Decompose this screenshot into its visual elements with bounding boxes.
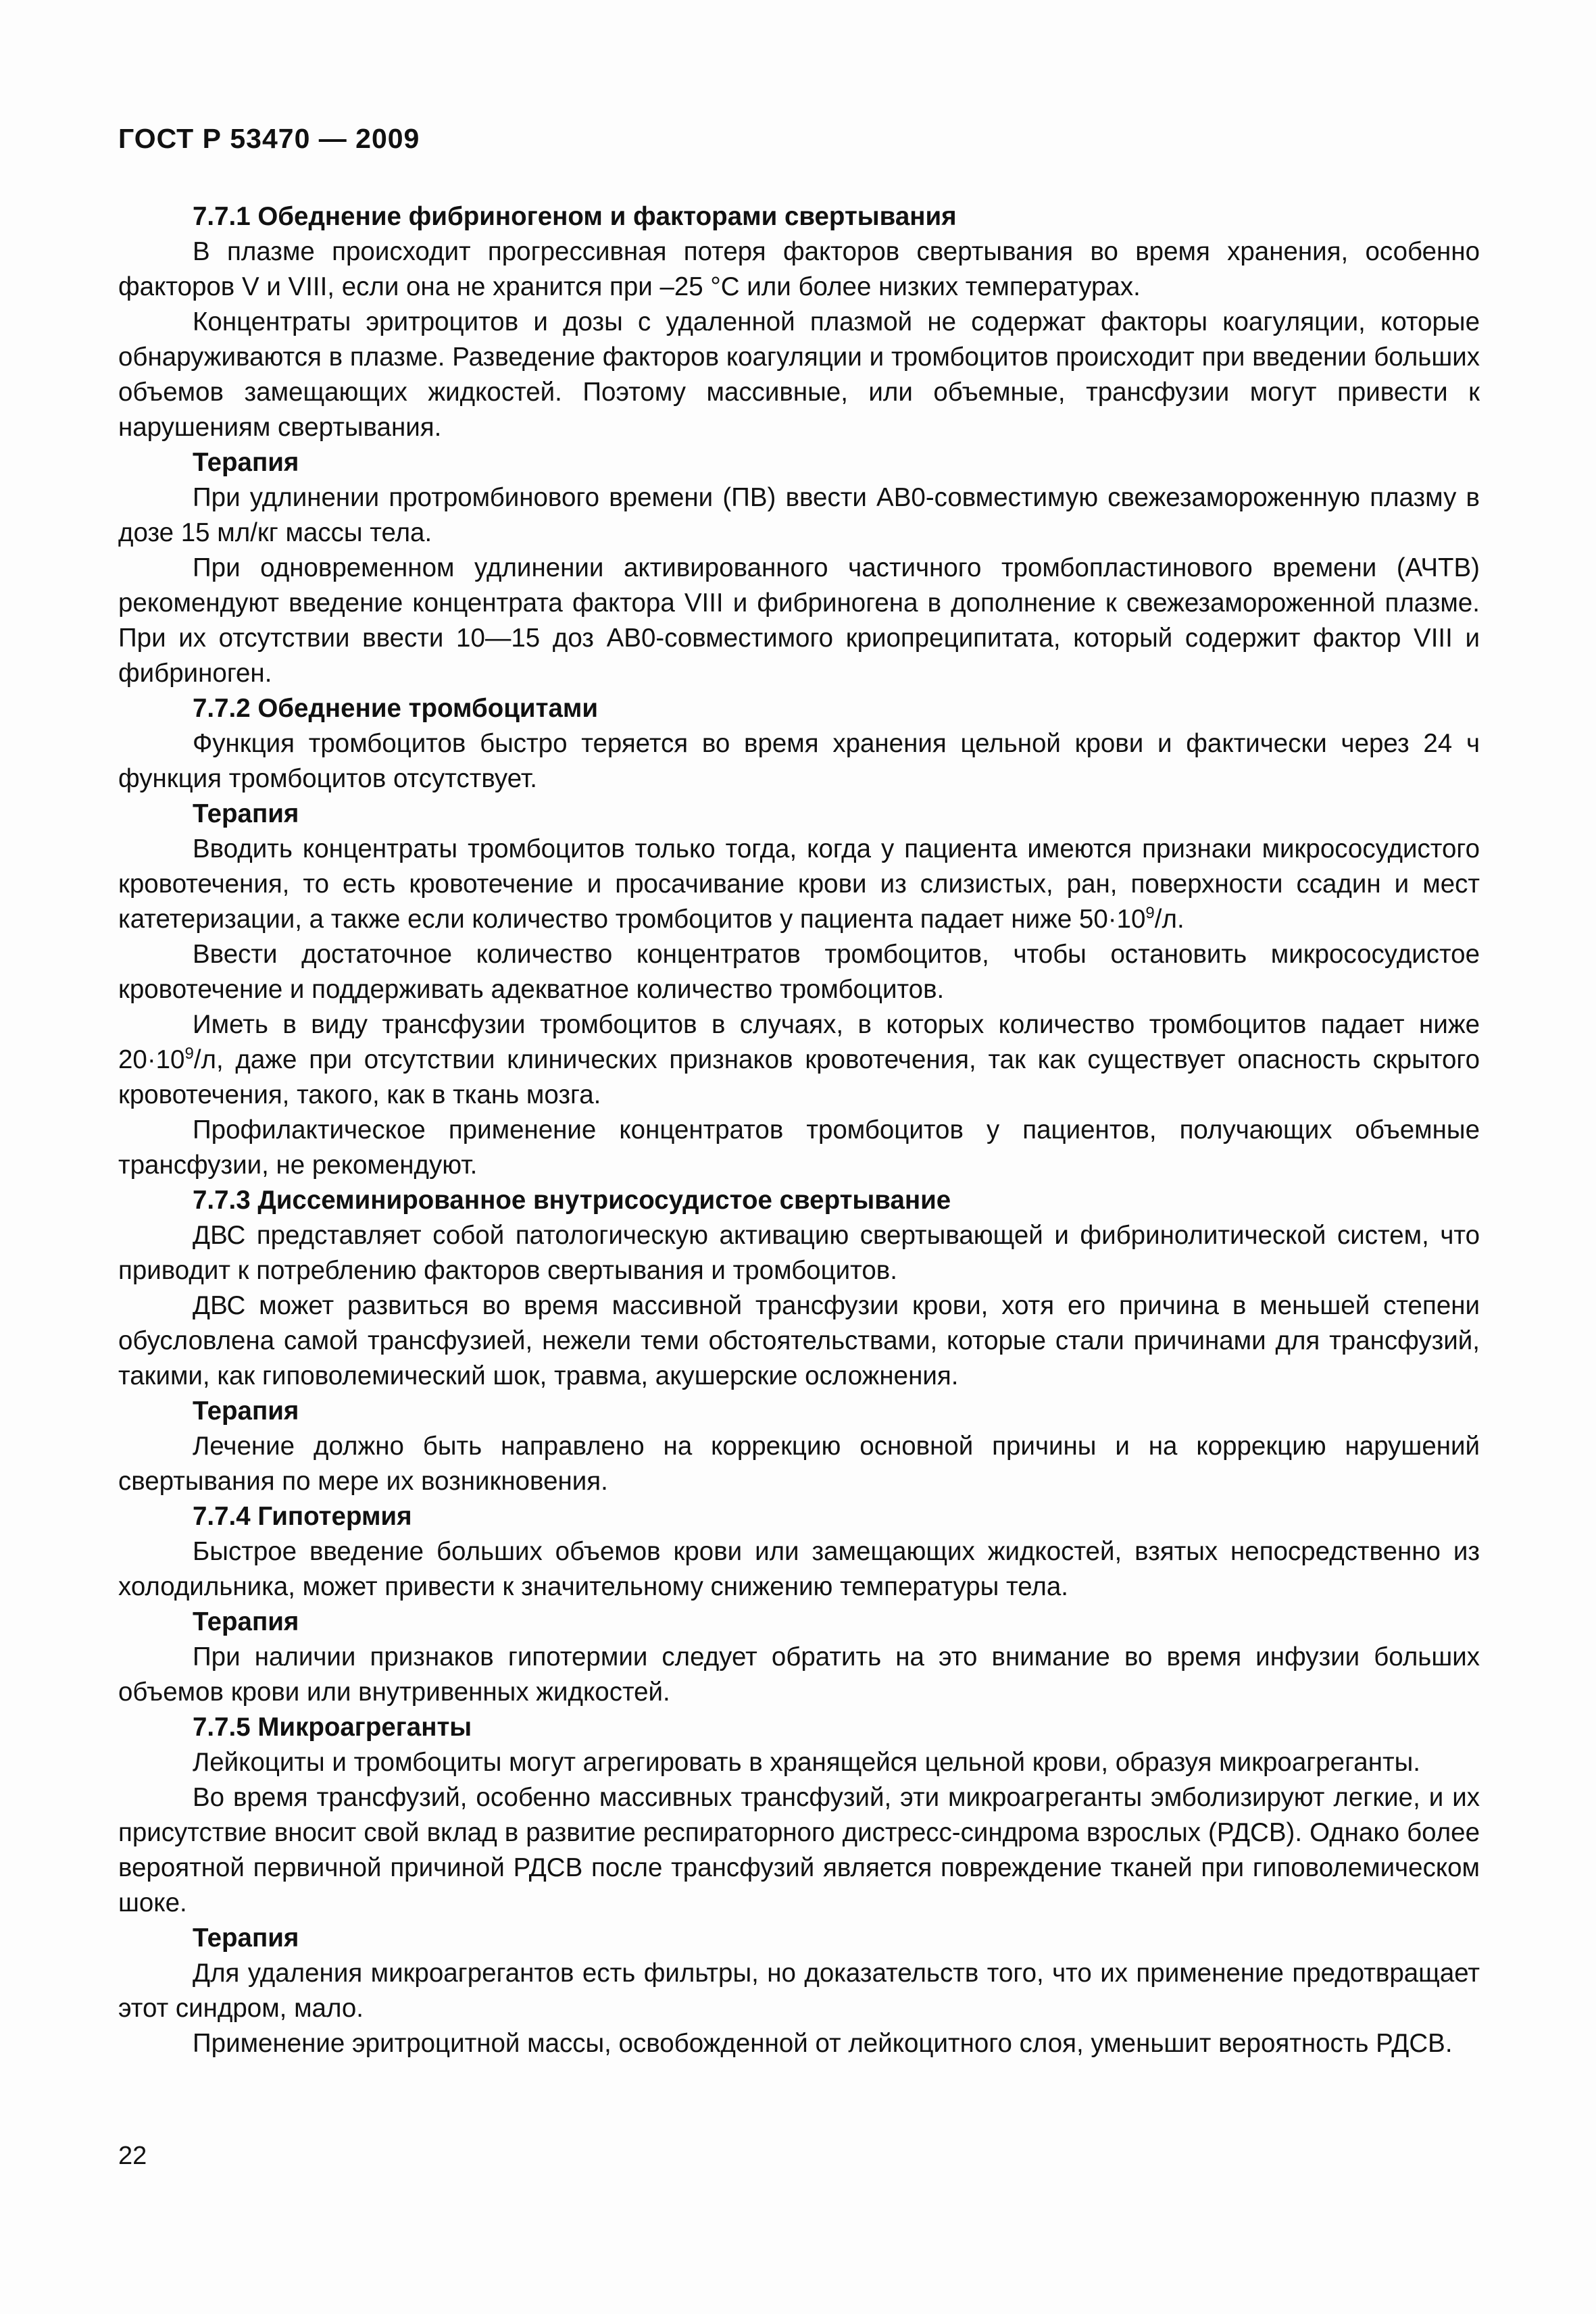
paragraph: Во время трансфузий, особенно массивных трансфузий, эти микроагреганты эмболизируют легкие, и их присутствие вносит свой вклад в развитие респираторного дистресс-синдрома взрослых (РДСВ). Однако более вероятной первичной причиной РДСВ после трансфузий является повреждение тканей при гиповолемическом шоке. — [118, 1783, 1480, 1917]
paragraph: Концентраты эритроцитов и дозы с удаленной плазмой не содержат факторы коагуляции, которые обнаруживаются в плазме. Разведение факторов коагуляции и тромбоцитов происходит при введении больших объемов замещающих жидкостей. Поэтому массивные, или объемные, трансфузии могут привести к нарушениям свертывания. — [118, 307, 1480, 442]
text-run: /л. — [1154, 905, 1184, 934]
document-header: ГОСТ Р 53470 — 2009 — [118, 123, 420, 154]
paragraph: ДВС представляет собой патологическую активацию свертывающей и фибринолитической систем, что приводит к потреблению факторов свертывания и тромбоцитов. — [118, 1221, 1480, 1285]
text-run: Вводить концентраты тромбоцитов только тогда, когда у пациента имеются признаки микрососудистого кровотечения, то есть кровотечение и просачивание крови из слизистых, ран, поверхности ссадин и мест катетеризации, а также если количество тромбоцитов у пациента падает ниже 50·10 — [118, 834, 1480, 934]
therapy-heading: Терапия — [193, 448, 299, 477]
section-heading-7-7-2: 7.7.2 Обеднение тромбоцитами — [193, 694, 599, 723]
paragraph: При наличии признаков гипотермии следует обратить на это внимание во время инфузии больших объемов крови или внутривенных жидкостей. — [118, 1642, 1480, 1707]
therapy-heading: Терапия — [193, 1607, 299, 1636]
therapy-heading: Терапия — [193, 1397, 299, 1426]
section-heading-7-7-4: 7.7.4 Гипотермия — [193, 1502, 412, 1531]
paragraph: ДВС может развиться во время массивной трансфузии крови, хотя его причина в меньшей степени обусловлена самой трансфузией, нежели теми обстоятельствами, которые стали причинами для трансфузий, такими, как гиповолемический шок, травма, акушерские осложнения. — [118, 1291, 1480, 1390]
paragraph: Для удаления микроагрегантов есть фильтры, но доказательств того, что их применение предотвращает этот синдром, мало. — [118, 1959, 1480, 2023]
paragraph: В плазме происходит прогрессивная потеря факторов свертывания во время хранения, особенно факторов V и VIII, если она не хранится при –25 °С или более низких температурах. — [118, 237, 1480, 301]
paragraph: Функция тромбоцитов быстро теряется во время хранения цельной крови и фактически через 24 ч функция тромбоцитов отсутствует. — [118, 729, 1480, 793]
paragraph: Применение эритроцитной массы, освобожденной от лейкоцитного слоя, уменьшит вероятность РДСВ. — [193, 2029, 1453, 2058]
therapy-heading: Терапия — [193, 799, 299, 828]
text-run: /л, даже при отсутствии клинических признаков кровотечения, так как существует опасность скрытого кровотечения, такого, как в ткань мозга. — [118, 1045, 1480, 1109]
paragraph — [118, 832, 1480, 937]
therapy-heading: Терапия — [193, 1923, 299, 1953]
paragraph: При одновременном удлинении активированного частичного тромбопластинового времени (АЧТВ) рекомендуют введение концентрата фактора VIII и фибриногена в дополнение к свежезамороженной плазме. При их отсутствии ввести 10—15 доз АВ0-совместимого криопреципитата, который содержит фактор VIII и фибриноген. — [118, 553, 1480, 688]
page-number: 22 — [118, 2142, 147, 2170]
paragraph: Профилактическое применение концентратов тромбоцитов у пациентов, получающих объемные трансфузии, не рекомендуют. — [118, 1115, 1480, 1180]
paragraph: Лейкоциты и тромбоциты могут агрегировать в хранящейся цельной крови, образуя микроагреганты. — [193, 1748, 1420, 1777]
section-heading-7-7-5: 7.7.5 Микроагреганты — [193, 1713, 472, 1742]
paragraph: При удлинении протромбинового времени (ПВ) ввести АВ0-совместимую свежезамороженную плазму в дозе 15 мл/кг массы тела. — [118, 483, 1480, 547]
paragraph — [118, 1007, 1480, 1113]
section-heading-7-7-3: 7.7.3 Диссеминированное внутрисосудистое свертывание — [193, 1186, 951, 1215]
paragraph: Быстрое введение больших объемов крови или замещающих жидкостей, взятых непосредственно из холодильника, может привести к значительному снижению температуры тела. — [118, 1537, 1480, 1601]
superscript: 9 — [184, 1045, 194, 1063]
text-run: Иметь в виду трансфузии тромбоцитов в случаях, в которых количество тромбоцитов падает ниже 20·10 — [118, 1010, 1480, 1074]
superscript: 9 — [1145, 904, 1155, 923]
section-heading-7-7-1: 7.7.1 Обеднение фибриногеном и факторами свертывания — [193, 202, 957, 231]
paragraph: Ввести достаточное количество концентратов тромбоцитов, чтобы остановить микрососудистое кровотечение и поддерживать адекватное количество тромбоцитов. — [118, 940, 1480, 1004]
paragraph: Лечение должно быть направлено на коррекцию основной причины и на коррекцию нарушений свертывания по мере их возникновения. — [118, 1432, 1480, 1496]
document-body — [118, 199, 1480, 2061]
